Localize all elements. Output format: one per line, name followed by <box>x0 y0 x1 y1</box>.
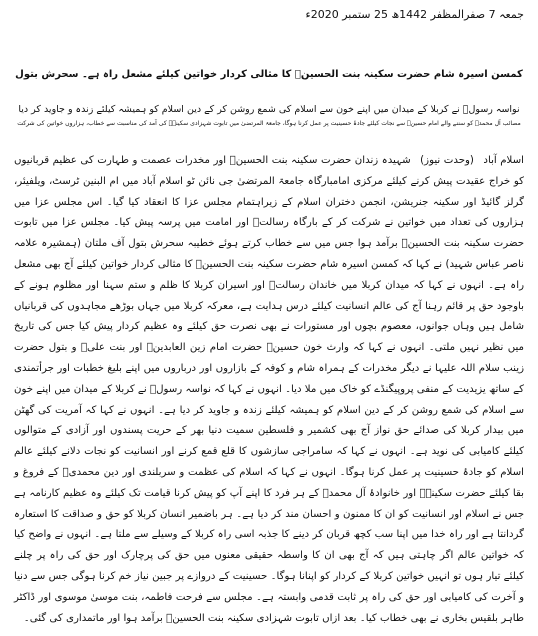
dateline: جمعہ 7 صفرالمظفر 1442ھ 25 ستمبر 2020ء <box>305 8 524 21</box>
article-body <box>14 151 524 629</box>
body-paragraph <box>14 151 524 629</box>
news-agency: (وحدت نیوز) <box>420 155 474 166</box>
deck <box>14 101 524 130</box>
deck-line-1: نواسہ رسولؐ نے کربلا کے میدان میں اپنے خون سے اسلام کی شمع روشن کر کے دین اسلام کو ہمیشہ کیلئے زندہ و جاوید کر دیا <box>18 104 520 115</box>
body-text: شہیدہ زندان حضرت سکینہ بنت الحسینؑ اور مخدرات عصمت و طہارت کی عظیم قربانیوں کو خراج عقیدت پیش کرنے کیلئے مرکزی امامبارگاہ جامعۃ المرتضیٰ جی نائن ٹو اسلام آباد میں ام البنین ٹرسٹ، ویلفیئر، گرلز گائیڈ اور سکینہ جنریشن، انجمن دختران اسلام کے زیراہتمام مجلس عزا کا انعقاد کیا گیا۔ اس مجلس عزا میں ہزاروں کی تعداد میں خواتین نے شرکت کر کے بارگاہ رسالتؐ اور امامت میں پرسہ پیش کیا۔ مجلس عزا میں تابوت حضرت سکینہ بنت الحسینؑ برآمد ہوا جس میں سے خطاب کرتے ہوئے خطیبہ سحرش بتول آف ملتان (ہمشیرہ علامہ ناصر عباس شہید) نے کہا کہ کمسن اسیرہ شام حضرت سکینہ بنت الحسینؑ کا مثالی کردار خواتین کیلئے آج بھی مشعل راہ ہے۔ انہوں نے کہا کہ میدان کربلا میں خاندان رسالتؐ اور اسیران کربلا کا ظلم و ستم سہنا اور مظلوم ہونے کے باوجود حق پر قائم رہنا آج کی عالم انسانیت کیلئے درس ہدایت ہے، معرکہ کربلا میں جہاں بوڑھے مجاہدوں کی قربانیاں شامل ہیں وہاں جوانوں، معصوم بچوں اور مستورات نے بھی نصرت حق کیلئے وہ عظیم کردار پیش کیا جس کی تاریخ میں نظیر نہیں ملتی۔ انہوں نے کہا کہ وارث خون حسینؑ حضرت امام زین العابدینؑ اور بنت علیؑ و بتول حضرت زینب سلام اللہ علیہا نے دیگر مخدرات کے ہمراہ شام و کوفہ کے بازاروں اور درباروں میں اپنے بلیغ خطبات اور جرأتمندی کے ساتھ یزیدیت کے منفی پروپیگنڈے کو خاک میں ملا دیا۔ انہوں نے کہا کہ نواسہ رسولؐ نے کربلا کے میدان میں اپنے خون سے اسلام کی شمع روشن کر کے دین اسلام کو ہمیشہ کیلئے زندہ و جاوید کر دیا ہے۔ انہوں نے کہا کہ آمریت کی گھٹن میں بیدار کربلا کی صدائے حق نواز آج بھی کشمیر و فلسطین سمیت دنیا بھر کے حریت پسندوں اور آزادی کے متوالوں کیلئے کامیابی کی نوید ہے۔ انہوں نے کہا کہ سامراجی سازشوں کا قلع قمع کرنے اور انسانیت کو نجات دلانے کیلئے عالم اسلام کو جادۂ حسینیت پر عمل کرنا ہوگا۔ انہوں نے کہا کہ اسلام کی عظمت و سربلندی اور دین محمدیؐ کے فروغ و بقا کیلئے حضرت سکینہؑ اور خانوادۂ آل محمدؐ کے ہر فرد کا اپنے آپ کو پیش کرنا قیامت تک کیلئے وہ عظیم کارنامہ ہے جس نے اسلام اور انسانیت کو ان کا ممنون و احسان مند کر دیا ہے۔ ہر باضمیر انسان کربلا کو حق و صداقت کا استعارہ گردانتا ہے اور راہ خدا میں اپنا سب کچھ قربان کر دینے کا جذبہ اسی راہ کربلا کے وسیلے سے ملتا ہے۔ انہوں نے واضح کیا کہ خواتین عالم اگر چاہتی ہیں کہ آج بھی ان کا واسطہ حقیقی معنوں میں حق کی پرچارک اور حق کی راہ پر چلنے کیلئے تیار ہوں تو انہیں خواتین کربلا کے کردار کو اپنانا ہوگا۔ حسینیت کے دروازے پر جبین نیاز خم کرنا ہوگی جس سے دنیا و آخرت کی کامیابی اور حق کی راہ پر ثابت قدمی وابستہ ہے۔ مجلس سے فرحت فاطمہ، بنت موسیٰ موسوی اور ڈاکٹر طاہر بلقیس بخاری نے بھی خطاب کیا۔ بعد ازاں تابوت شہزادی سکینہ بنت الحسینؑ برآمد ہوا اور ماتمداری کی گئی۔ <box>14 155 524 624</box>
headline: کمسن اسیرہ شام حضرت سکینہ بنت الحسینؑ کا مثالی کردار خواتین کیلئے مشعل راہ ہے۔ سحرش بتول <box>15 69 523 80</box>
place-name: اسلام آباد <box>483 155 524 166</box>
deck-line-2: مصائب آل محمدؐ کو سننے والے امام حسینؑ سے نجات کیلئے جادۂ حسینیت پر عمل کرنا ہوگا، جامعۃ المرتضیٰ میں تابوت شہزادی سکینہؑ کی آمد کی مناسبت سے خطاب، ہزاروں خواتین کی شرکت <box>17 120 521 127</box>
